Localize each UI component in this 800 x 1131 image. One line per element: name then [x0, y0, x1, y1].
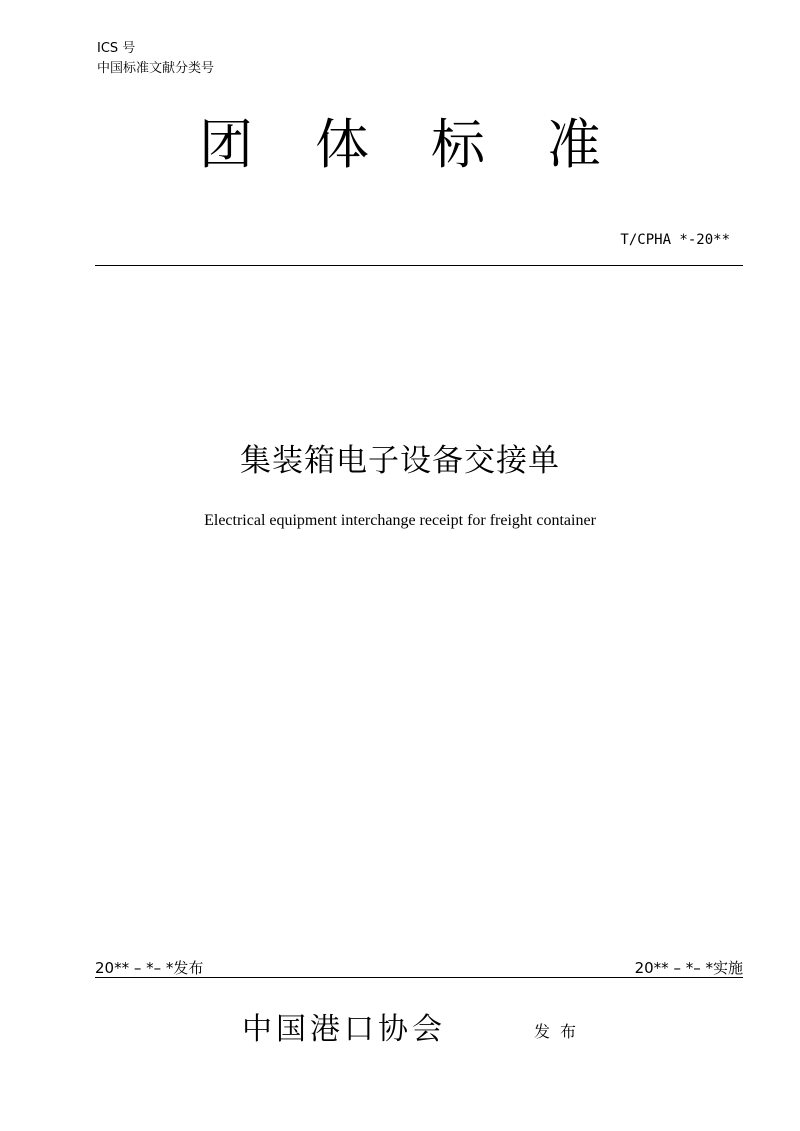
issue-date: 20** – *– *发布 [95, 959, 204, 977]
standard-category-title: 团体标准 [199, 113, 663, 176]
document-title-chinese: 集装箱电子设备交接单 [240, 443, 560, 479]
standard-number: T/CPHA *-20** [620, 232, 730, 248]
publish-label: 发布 [534, 1022, 587, 1041]
implementation-date: 20** – *– *实施 [634, 959, 743, 977]
clc-number-label: 中国标准文献分类号 [97, 61, 215, 76]
publisher-name: 中国港口协会 [242, 1012, 446, 1047]
bottom-divider [95, 977, 743, 978]
document-title-english: Electrical equipment interchange receipt for freight container [204, 512, 596, 529]
top-divider [95, 265, 743, 266]
ics-number-label: ICS 号 [97, 41, 136, 56]
